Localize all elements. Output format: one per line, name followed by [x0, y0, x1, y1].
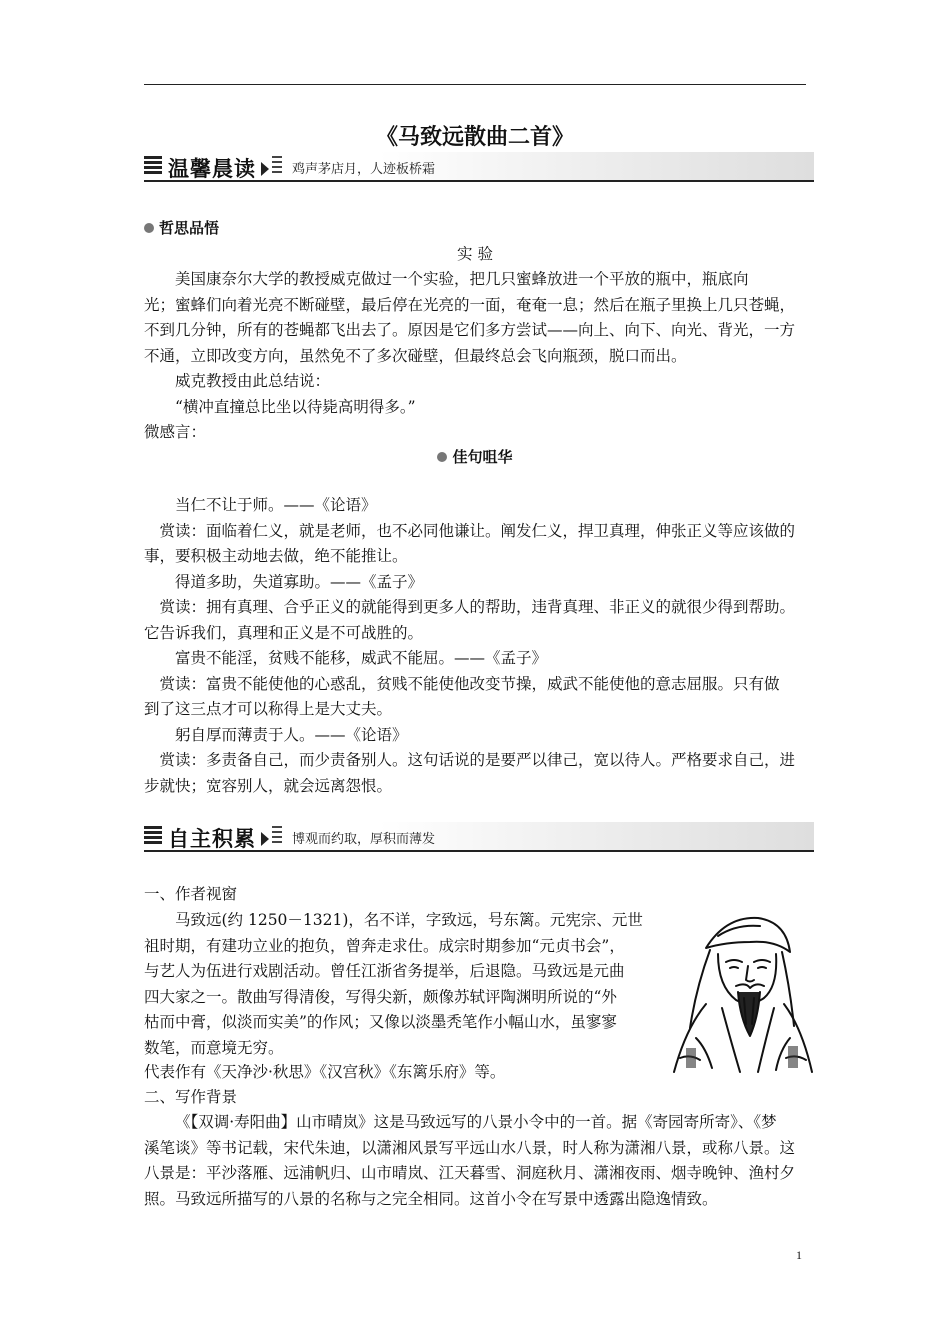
author-line: 四大家之一。散曲写得清俊，写得尖新，颇像苏轼评陶渊明所说的“外: [144, 987, 617, 1006]
background-heading: 二、写作背景: [144, 1088, 238, 1106]
story-title: 实 验: [457, 245, 493, 263]
author-line: 数笔，而意境无穷。: [144, 1038, 284, 1057]
reflection-label: 微感言：: [144, 423, 207, 441]
author-line: 与艺人为伍进行戏剧活动。曾任江浙省务提举，后退隐。马致远是元曲: [144, 962, 625, 980]
banner-subtitle: 鸡声茅店月，人迹板桥霜: [292, 162, 436, 177]
quote-sentence: 当仁不让于师。——《论语》: [175, 496, 377, 514]
appreciation-line: 赏读：面临着仁义，就是老师，也不必同他谦让。阐发仁义，捍卫真理，伸张正义等应该做的: [159, 521, 796, 540]
appreciation-line: 赏读：拥有真理、合乎正义的就能得到更多人的帮助，违背真理、非正义的就很少得到帮助。: [159, 598, 796, 616]
background-line: 照。马致远所描写的八景的名称与之完全相同。这首小令在写景中透露出隐逸情致。: [144, 1189, 718, 1208]
works-line: 代表作有《天净沙·秋思》《汉宫秋》《东篱乐府》等。: [144, 1063, 506, 1081]
quote-sentence: 得道多助，失道寡助。——《孟子》: [175, 572, 424, 591]
background-line: 八景是：平沙落雁、远浦帆归、山市晴岚、江天暮雪、洞庭秋月、潇湘夜雨、烟寺晚钟、渔村夕: [144, 1164, 796, 1182]
quotes-body: [144, 493, 824, 799]
arrow-icon: [261, 162, 269, 176]
author-portrait-illustration: [666, 908, 816, 1074]
quote: “横冲直撞总比坐以待毙高明得多。”: [175, 397, 416, 416]
author-line: 马致远(约 1250－1321)，名不详，字致远，号东篱。元宪宗、元世: [175, 911, 643, 929]
story-line: 光；蜜蜂们向着光亮不断碰壁，最后停在光亮的一面，奄奄一息；然后在瓶子里换上几只苍蝇，: [144, 295, 796, 314]
banner-title: 温馨晨读: [168, 157, 256, 181]
banner-morning-reading: [144, 152, 814, 182]
bars-icon: [272, 156, 282, 176]
appreciation-line: 步就快；宽容别人，就会远离怨恨。: [144, 776, 393, 795]
author-line: 祖时期，有建功立业的抱负，曾奔走求仕。成宗时期参加“元贞书会”，: [144, 936, 625, 955]
author-heading: 一、作者视窗: [144, 885, 238, 903]
section-heading-philosophy: 哲思品悟: [144, 217, 219, 238]
appreciation-line: 到了这三点才可以称得上是大丈夫。: [144, 700, 393, 718]
appreciation-line: 赏读：多责备自己，而少责备别人。这句话说的是要严以律己，宽以待人。严格要求自己，进: [159, 751, 796, 769]
page-number: 1: [796, 1248, 802, 1262]
stripes-icon: [144, 826, 162, 846]
appreciation-line: 赏读：富贵不能使他的心惑乱，贫贱不能使他改变节操，威武不能使他的意志屈服。只有做: [159, 674, 780, 693]
story-line: 不到几分钟，所有的苍蝇都飞出去了。原因是它们多方尝试——向上、向下、向光、背光，一方: [144, 321, 796, 339]
story-line: 美国康奈尔大学的教授威克做过一个实验，把几只蜜蜂放进一个平放的瓶中，瓶底向: [175, 270, 749, 288]
quote-sentence: 富贵不能淫，贫贱不能移，威武不能屈。——《孟子》: [175, 649, 548, 667]
arrow-icon: [261, 832, 269, 846]
background-line: 《【双调·寿阳曲】山市晴岚》这是马致远写的八景小令中的一首。据《寄园寄所寄》、《梦: [175, 1113, 777, 1131]
appreciation-line: 它告诉我们，真理和正义是不可战胜的。: [144, 623, 424, 642]
background-body: [144, 1110, 824, 1212]
background-line: 溪笔谈》等书记载，宋代朱迪，以潇湘风景写平远山水八景，时人称为潇湘八景，或称八景。这: [144, 1138, 796, 1157]
section-heading-quotes: 佳句咀华: [0, 446, 950, 467]
banner-title: 自主积累: [168, 827, 256, 851]
quote-sentence: 躬自厚而薄责于人。——《论语》: [175, 725, 408, 744]
bars-icon: [272, 826, 282, 846]
banner-subtitle: 博观而约取，厚积而薄发: [292, 832, 436, 847]
author-line: 枯而中膏，似淡而实美”的作风；又像以淡墨秃笔作小幅山水，虽寥寥: [144, 1013, 617, 1031]
story-line: 不通，立即改变方向，虽然免不了多次碰壁，但最终总会飞向瓶颈，脱口而出。: [144, 346, 687, 365]
bullet-icon: [437, 452, 447, 462]
appreciation-line: 事，要积极主动地去做，绝不能推让。: [144, 547, 408, 565]
conclusion-intro: 威克教授由此总结说：: [175, 372, 331, 390]
document-title: 《马致远散曲二首》: [375, 125, 574, 150]
bullet-icon: [144, 223, 154, 233]
author-body: [144, 908, 664, 1061]
header-rule: [144, 84, 806, 85]
story-body: [144, 267, 824, 446]
banner-self-accumulation: [144, 822, 814, 852]
stripes-icon: [144, 156, 162, 176]
